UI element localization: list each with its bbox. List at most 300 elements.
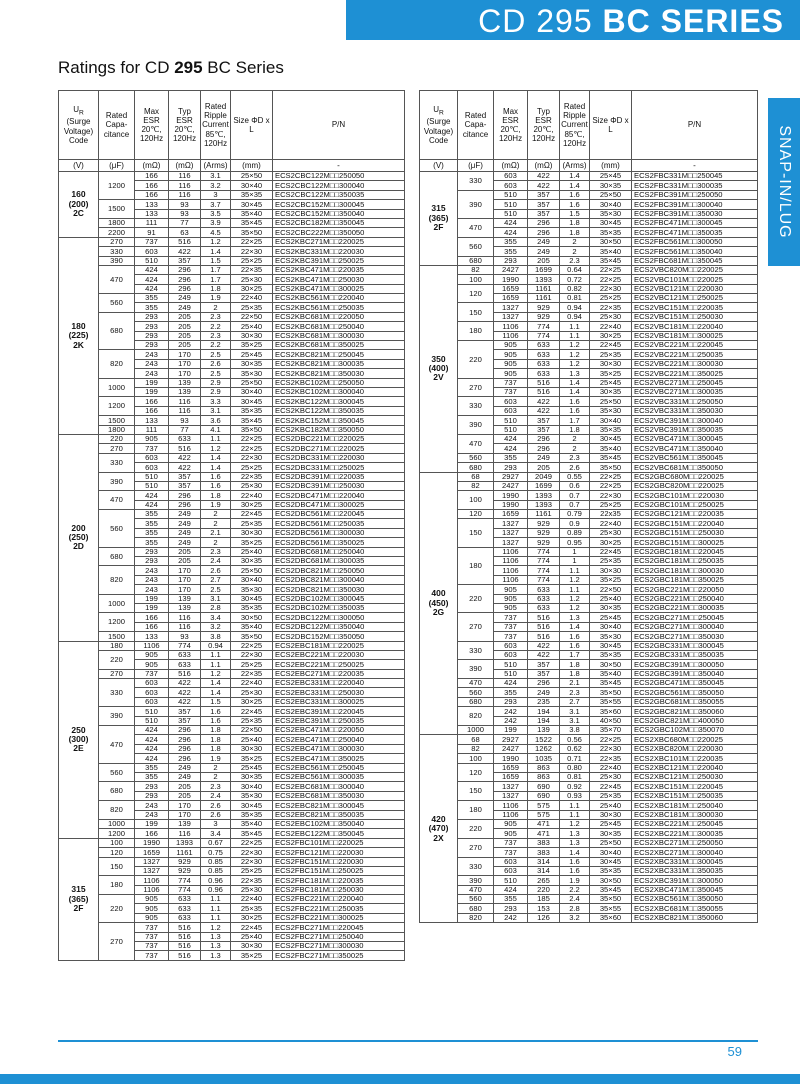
max-esr-cell: 737 [135, 942, 169, 951]
size-cell: 35×55 [590, 904, 632, 913]
ripple-cell: 0.81 [560, 294, 590, 303]
size-cell: 25×50 [590, 838, 632, 847]
typ-esr-cell: 774 [169, 885, 201, 894]
max-esr-cell: 133 [135, 209, 169, 218]
typ-esr-cell: 249 [528, 453, 560, 462]
size-cell: 22×45 [231, 923, 273, 932]
capacitance-cell: 390 [458, 876, 494, 885]
ripple-cell: 0.7 [560, 491, 590, 500]
typ-esr-cell: 296 [169, 491, 201, 500]
size-cell: 25×45 [590, 819, 632, 828]
page-header [0, 0, 800, 40]
capacitance-cell: 680 [458, 463, 494, 472]
col-header-capacitance: Rated Capa- citance [458, 91, 494, 160]
typ-esr-cell: 205 [169, 557, 201, 566]
size-cell: 30×45 [231, 594, 273, 603]
max-esr-cell: 510 [494, 200, 528, 209]
max-esr-cell: 355 [494, 237, 528, 246]
typ-esr-cell: 296 [169, 735, 201, 744]
max-esr-cell: 737 [494, 622, 528, 631]
max-esr-cell: 1327 [135, 866, 169, 875]
ripple-cell: 2.6 [201, 566, 231, 575]
size-cell: 30×40 [231, 387, 273, 396]
pn-cell: ECS2FBC681M□□350045 [632, 256, 758, 265]
capacitance-cell: 1200 [99, 172, 135, 200]
size-cell: 30×35 [590, 603, 632, 612]
pn-cell: ECS2DBC681M□□300035 [273, 557, 405, 566]
size-cell: 22×30 [231, 650, 273, 659]
size-cell: 22×30 [590, 284, 632, 293]
capacitance-cell: 330 [458, 397, 494, 416]
typ-esr-cell: 93 [169, 200, 201, 209]
ripple-cell: 2.6 [560, 463, 590, 472]
unit-cell: (mΩ) [494, 160, 528, 172]
ripple-cell: 0.7 [560, 500, 590, 509]
pn-cell: ECS2KBC391M□□250025 [273, 256, 405, 265]
typ-esr-cell: 116 [169, 613, 201, 622]
pn-cell: ECS2CBC222M□□350050 [273, 228, 405, 237]
typ-esr-cell: 357 [528, 209, 560, 218]
size-cell: 22×50 [231, 312, 273, 321]
size-cell: 30×35 [590, 387, 632, 396]
table-row [420, 744, 758, 753]
capacitance-cell: 270 [458, 838, 494, 857]
size-cell: 25×25 [231, 660, 273, 669]
pn-cell: ECS2GBC221M□□220050 [632, 585, 758, 594]
capacitance-cell: 680 [458, 256, 494, 265]
typ-esr-cell: 516 [169, 444, 201, 453]
capacitance-cell: 470 [458, 885, 494, 894]
max-esr-cell: 424 [135, 491, 169, 500]
table-row [420, 472, 758, 481]
size-cell: 22×35 [590, 754, 632, 763]
size-cell: 25×30 [231, 481, 273, 490]
pn-cell: ECS2FBC391M□□350030 [632, 209, 758, 218]
capacitance-cell: 820 [99, 350, 135, 378]
ripple-cell: 2.7 [201, 575, 231, 584]
capacitance-cell: 1000 [99, 819, 135, 828]
pn-cell: ECS2CBC122M□□350035 [273, 190, 405, 199]
size-cell: 25×35 [231, 303, 273, 312]
ratings-table-left [58, 90, 405, 961]
typ-esr-cell: 93 [169, 416, 201, 425]
pn-cell: ECS2VBC221M□□350025 [632, 369, 758, 378]
pn-cell: ECS2GBC391M□□350040 [632, 669, 758, 678]
ripple-cell: 1.9 [201, 294, 231, 303]
pn-cell: ECS2GBC101M□□220030 [632, 491, 758, 500]
pn-cell: ECS2FBC391M□□300040 [632, 200, 758, 209]
ripple-cell: 2.9 [201, 387, 231, 396]
capacitance-cell: 1000 [99, 594, 135, 613]
col-header-voltage-sub: R [78, 109, 84, 117]
pn-cell: ECS2GBC181M□□300030 [632, 566, 758, 575]
size-cell: 30×25 [590, 331, 632, 340]
size-cell: 25×50 [231, 172, 273, 181]
capacitance-cell: 470 [99, 265, 135, 293]
pn-cell: ECS2KBC271M□□220025 [273, 237, 405, 246]
capacitance-cell: 82 [458, 265, 494, 274]
size-cell: 35×30 [231, 791, 273, 800]
capacitance-cell: 1000 [99, 378, 135, 397]
size-cell: 22×25 [590, 275, 632, 284]
size-cell: 25×45 [231, 350, 273, 359]
table-row [420, 237, 758, 246]
table-row [420, 707, 758, 716]
typ-esr-cell: 633 [528, 359, 560, 368]
table-row [59, 444, 405, 453]
max-esr-cell: 2427 [494, 481, 528, 490]
table-row [420, 697, 758, 706]
table-row [59, 510, 405, 519]
size-cell: 35×25 [590, 575, 632, 584]
typ-esr-cell: 170 [169, 359, 201, 368]
pn-cell: ECS2KBC561M□□250035 [273, 303, 405, 312]
pn-cell: ECS2CBC152M□□350040 [273, 209, 405, 218]
ripple-cell: 1.2 [560, 819, 590, 828]
ripple-cell: 2.4 [201, 791, 231, 800]
max-esr-cell: 1327 [494, 782, 528, 791]
typ-esr-cell: 296 [169, 744, 201, 753]
ripple-cell: 3.8 [201, 632, 231, 641]
max-esr-cell: 1106 [494, 331, 528, 340]
table-row [59, 857, 405, 866]
capacitance-cell: 180 [99, 641, 135, 650]
ripple-cell: 2.2 [560, 885, 590, 894]
ripple-cell: 1.1 [201, 904, 231, 913]
ripple-cell: 1.1 [560, 585, 590, 594]
typ-esr-cell: 633 [528, 594, 560, 603]
max-esr-cell: 91 [135, 228, 169, 237]
capacitance-cell: 220 [99, 434, 135, 443]
pn-cell: ECS2XBC181M□□300030 [632, 810, 758, 819]
max-esr-cell: 510 [494, 209, 528, 218]
size-cell: 22×30 [231, 247, 273, 256]
capacitance-cell: 270 [458, 613, 494, 641]
max-esr-cell: 293 [135, 312, 169, 321]
typ-esr-cell: 1262 [528, 744, 560, 753]
typ-esr-cell: 1161 [528, 294, 560, 303]
size-cell: 30×25 [231, 913, 273, 922]
pn-cell: ECS2GBC151M□□300025 [632, 538, 758, 547]
max-esr-cell: 293 [494, 256, 528, 265]
size-cell: 35×50 [231, 425, 273, 434]
size-cell: 25×25 [590, 294, 632, 303]
voltage-cell: 160 (200) 2C [59, 172, 99, 238]
pn-cell: ECS2GBC181M□□250035 [632, 557, 758, 566]
max-esr-cell: 2427 [494, 265, 528, 274]
max-esr-cell: 424 [135, 754, 169, 763]
ripple-cell: 3.1 [201, 172, 231, 181]
capacitance-cell: 100 [99, 838, 135, 847]
size-cell: 35×35 [231, 406, 273, 415]
ripple-cell: 1.6 [201, 716, 231, 725]
capacitance-cell: 180 [458, 547, 494, 585]
capacitance-cell: 220 [458, 585, 494, 613]
max-esr-cell: 510 [135, 472, 169, 481]
typ-esr-cell: 690 [528, 782, 560, 791]
size-cell: 22×50 [231, 726, 273, 735]
max-esr-cell: 133 [135, 632, 169, 641]
table-row [420, 735, 758, 744]
size-cell: 22×30 [590, 491, 632, 500]
size-cell: 35×30 [231, 369, 273, 378]
unit-cell: (Arms) [201, 160, 231, 172]
voltage-cell: 315 (365) 2F [420, 172, 458, 266]
ripple-cell: 1.3 [201, 942, 231, 951]
ripple-cell: 1.8 [201, 491, 231, 500]
typ-esr-cell: 296 [169, 275, 201, 284]
ripple-cell: 2.3 [201, 331, 231, 340]
ripple-cell: 1.2 [560, 341, 590, 350]
pn-cell: ECS2GBC820M□□220025 [632, 481, 758, 490]
capacitance-cell: 330 [458, 641, 494, 660]
typ-esr-cell: 170 [169, 566, 201, 575]
ripple-cell: 2.6 [201, 801, 231, 810]
ripple-cell: 2 [201, 303, 231, 312]
max-esr-cell: 293 [135, 331, 169, 340]
size-cell: 25×30 [590, 773, 632, 782]
max-esr-cell: 2927 [494, 735, 528, 744]
size-cell: 25×40 [231, 735, 273, 744]
ripple-cell: 3.4 [201, 829, 231, 838]
max-esr-cell: 737 [135, 932, 169, 941]
typ-esr-cell: 774 [528, 575, 560, 584]
pn-cell: ECS2FBC331M□□300035 [632, 181, 758, 190]
pn-cell: ECS2XBC151M□□220045 [632, 782, 758, 791]
typ-esr-cell: 422 [528, 406, 560, 415]
size-cell: 22×25 [231, 237, 273, 246]
max-esr-cell: 424 [135, 735, 169, 744]
typ-esr-cell: 774 [528, 322, 560, 331]
size-cell: 35×35 [590, 228, 632, 237]
size-cell: 35×50 [231, 228, 273, 237]
max-esr-cell: 424 [494, 218, 528, 227]
capacitance-cell: 330 [458, 172, 494, 191]
ripple-cell: 1.3 [560, 369, 590, 378]
max-esr-cell: 510 [135, 481, 169, 490]
col-header-voltage-sub: R [438, 109, 444, 117]
size-cell: 30×35 [231, 359, 273, 368]
pn-cell: ECS2FBC181M□□220035 [273, 876, 405, 885]
max-esr-cell: 243 [135, 350, 169, 359]
pn-cell: ECS2EBC122M□□350045 [273, 829, 405, 838]
typ-esr-cell: 249 [169, 519, 201, 528]
ripple-cell: 2 [560, 247, 590, 256]
size-cell: 35×25 [231, 341, 273, 350]
table-row [420, 857, 758, 866]
typ-esr-cell: 516 [169, 942, 201, 951]
max-esr-cell: 603 [494, 172, 528, 181]
size-cell: 22×45 [590, 782, 632, 791]
pn-cell: ECS2GBC680M□□220025 [632, 472, 758, 481]
pn-cell: ECS2FBC121M□□220030 [273, 848, 405, 857]
max-esr-cell: 166 [135, 622, 169, 631]
pn-cell: ECS2KBC122M□□300045 [273, 397, 405, 406]
capacitance-cell: 1500 [99, 416, 135, 425]
pn-cell: ECS2GBC151M□□220040 [632, 519, 758, 528]
capacitance-cell: 100 [458, 754, 494, 763]
max-esr-cell: 603 [494, 650, 528, 659]
max-esr-cell: 1659 [494, 763, 528, 772]
capacitance-cell: 68 [458, 472, 494, 481]
typ-esr-cell: 116 [169, 397, 201, 406]
table-row [59, 312, 405, 321]
typ-esr-cell: 633 [528, 341, 560, 350]
typ-esr-cell: 77 [169, 218, 201, 227]
pn-cell: ECS2XBC221M□□250045 [632, 819, 758, 828]
ratings-table-right [419, 90, 758, 923]
unit-cell: (V) [59, 160, 99, 172]
voltage-cell: 400 (450) 2G [420, 472, 458, 735]
pn-cell: ECS2GBC331M□□300045 [632, 641, 758, 650]
capacitance-cell: 330 [99, 679, 135, 707]
table-row [59, 172, 405, 181]
pn-cell: ECS2GBC271M□□300040 [632, 622, 758, 631]
size-cell: 30×30 [590, 810, 632, 819]
size-cell: 35×30 [231, 585, 273, 594]
table-row [59, 294, 405, 303]
max-esr-cell: 242 [494, 716, 528, 725]
size-cell: 25×50 [590, 397, 632, 406]
capacitance-cell: 270 [99, 237, 135, 246]
ripple-cell: 1.3 [560, 838, 590, 847]
max-esr-cell: 905 [494, 350, 528, 359]
pn-cell: ECS2KBC182M□□350050 [273, 425, 405, 434]
typ-esr-cell: 422 [169, 463, 201, 472]
max-esr-cell: 424 [135, 275, 169, 284]
pn-cell: ECS2DBC102M□□350035 [273, 603, 405, 612]
typ-esr-cell: 194 [528, 707, 560, 716]
typ-esr-cell: 170 [169, 585, 201, 594]
col-header-voltage: $U_R$ (Surge Voltage) Code [59, 91, 99, 160]
max-esr-cell: 737 [494, 378, 528, 387]
typ-esr-cell: 422 [528, 172, 560, 181]
typ-esr-cell: 774 [528, 331, 560, 340]
size-cell: 30×30 [231, 528, 273, 537]
capacitance-cell: 1500 [99, 632, 135, 641]
pn-cell: ECS2VBC271M□□250045 [632, 378, 758, 387]
typ-esr-cell: 249 [528, 237, 560, 246]
capacitance-cell: 220 [99, 650, 135, 669]
size-cell: 22×40 [231, 294, 273, 303]
col-header-size: Size ΦD x L [231, 91, 273, 160]
pn-cell: ECS2FBC271M□□220045 [273, 923, 405, 932]
size-cell: 22×30 [231, 453, 273, 462]
pn-cell: ECS2XBC151M□□250035 [632, 791, 758, 800]
max-esr-cell: 603 [135, 679, 169, 688]
typ-esr-cell: 1393 [528, 275, 560, 284]
pn-cell: ECS2DBC331M□□220030 [273, 453, 405, 462]
capacitance-cell: 820 [458, 913, 494, 922]
col-header-typ-esr: Typ ESR 20℃, 120Hz [169, 91, 201, 160]
typ-esr-cell: 185 [528, 895, 560, 904]
typ-esr-cell: 249 [169, 294, 201, 303]
unit-cell: (μF) [458, 160, 494, 172]
typ-esr-cell: 863 [528, 763, 560, 772]
col-header-max-esr: Max ESR 20℃, 120Hz [135, 91, 169, 160]
max-esr-cell: 293 [135, 782, 169, 791]
table-row [59, 453, 405, 462]
max-esr-cell: 737 [135, 444, 169, 453]
ripple-cell: 1.6 [201, 472, 231, 481]
ripple-cell: 3.1 [201, 406, 231, 415]
max-esr-cell: 737 [494, 632, 528, 641]
unit-cell: - [273, 160, 405, 172]
typ-esr-cell: 296 [528, 444, 560, 453]
pn-cell: ECS2DBC561M□□220045 [273, 510, 405, 519]
ripple-cell: 1.6 [560, 857, 590, 866]
max-esr-cell: 166 [135, 181, 169, 190]
size-cell: 35×25 [590, 369, 632, 378]
ripple-cell: 2.6 [201, 810, 231, 819]
max-esr-cell: 293 [135, 547, 169, 556]
capacitance-cell: 2200 [99, 228, 135, 237]
max-esr-cell: 166 [135, 190, 169, 199]
pn-cell: ECS2GBC821M□□350060 [632, 707, 758, 716]
ripple-cell: 1.6 [560, 406, 590, 415]
max-esr-cell: 355 [135, 303, 169, 312]
max-esr-cell: 242 [494, 707, 528, 716]
pn-cell: ECS2XBC331M□□350035 [632, 866, 758, 875]
typ-esr-cell: 516 [169, 237, 201, 246]
max-esr-cell: 1327 [494, 303, 528, 312]
capacitance-cell: 1800 [99, 425, 135, 434]
typ-esr-cell: 633 [169, 660, 201, 669]
typ-esr-cell: 205 [169, 331, 201, 340]
table-row [59, 228, 405, 237]
pn-cell: ECS2FBC561M□□350040 [632, 247, 758, 256]
capacitance-cell: 390 [99, 256, 135, 265]
typ-esr-cell: 249 [169, 763, 201, 772]
col-header-ripple: Rated Ripple Current 85℃, 120Hz [560, 91, 590, 160]
capacitance-cell: 82 [458, 481, 494, 490]
size-cell: 22×45 [231, 707, 273, 716]
max-esr-cell: 905 [135, 913, 169, 922]
pn-cell: ECS2EBC221M□□250025 [273, 660, 405, 669]
capacitance-cell: 270 [99, 669, 135, 678]
pn-cell: ECS2GBC471M□□350045 [632, 679, 758, 688]
size-cell: 35×35 [231, 603, 273, 612]
max-esr-cell: 355 [135, 773, 169, 782]
ripple-cell: 1.1 [560, 322, 590, 331]
size-cell: 30×50 [590, 660, 632, 669]
size-cell: 35×25 [231, 754, 273, 763]
max-esr-cell: 905 [494, 819, 528, 828]
capacitance-cell: 560 [99, 510, 135, 548]
max-esr-cell: 905 [494, 359, 528, 368]
ripple-cell: 3.2 [560, 913, 590, 922]
size-cell: 22×40 [231, 491, 273, 500]
ripple-cell: 0.96 [201, 885, 231, 894]
capacitance-cell: 100 [458, 491, 494, 510]
typ-esr-cell: 357 [528, 669, 560, 678]
typ-esr-cell: 314 [528, 857, 560, 866]
capacitance-cell: 560 [99, 763, 135, 782]
size-cell: 35×50 [590, 688, 632, 697]
size-cell: 30×40 [590, 416, 632, 425]
typ-esr-cell: 205 [169, 312, 201, 321]
ripple-cell: 0.75 [201, 848, 231, 857]
ripple-cell: 1.8 [560, 669, 590, 678]
ripple-cell: 1.4 [201, 688, 231, 697]
table-row [59, 566, 405, 575]
unit-cell: - [632, 160, 758, 172]
table-row [59, 472, 405, 481]
size-cell: 25×30 [590, 312, 632, 321]
pn-cell: ECS2KBC331M□□220030 [273, 247, 405, 256]
pn-cell: ECS2XBC221M□□300035 [632, 829, 758, 838]
pn-cell: ECS2XBC471M□□350045 [632, 885, 758, 894]
